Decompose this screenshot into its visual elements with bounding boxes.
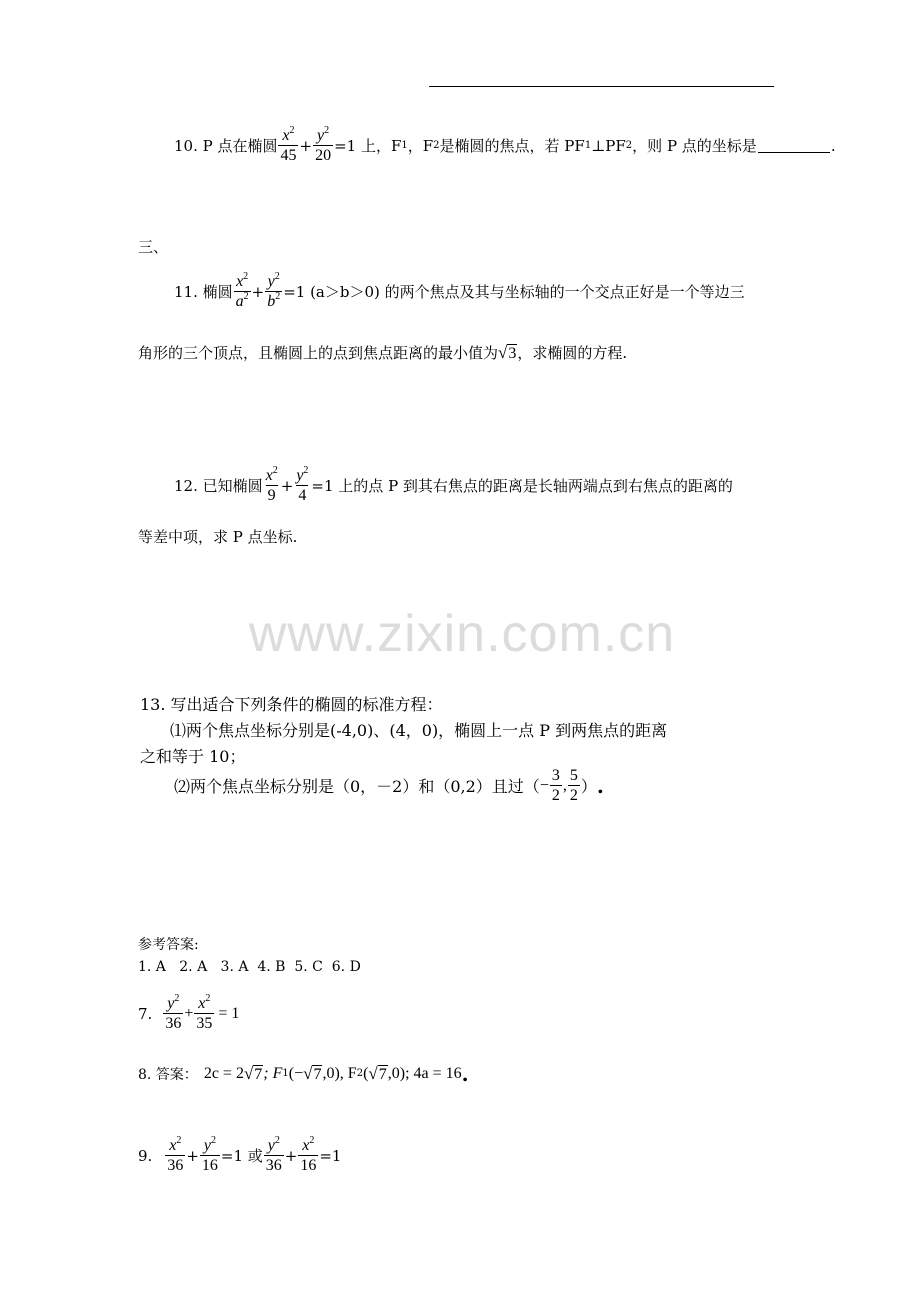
radical-sign-icon: √ xyxy=(368,1064,378,1083)
a8-part6: ,0); 4a = 16 xyxy=(387,1065,462,1082)
a9-end: =1 xyxy=(319,1146,342,1165)
q11-f1-den: a xyxy=(235,293,244,310)
question-13-part1-line2: 之和等于 10； xyxy=(140,747,246,766)
a9-f4-exp: 2 xyxy=(309,1135,315,1146)
a8-sqrt3-val: 7 xyxy=(378,1066,387,1083)
q13-p2-fraction-2 xyxy=(568,766,580,805)
q10-end: ，则 P 点的坐标是 xyxy=(632,137,757,155)
q10-f2-num: y xyxy=(317,127,325,144)
a9-f3-num: y xyxy=(267,1137,275,1154)
q12-plus: + xyxy=(280,476,294,495)
q13-p2-close: ） xyxy=(580,777,597,796)
q11-f2-num: y xyxy=(267,273,275,290)
q10-prefix: 10. P 点在椭圆 xyxy=(174,137,278,155)
a9-fraction-3 xyxy=(264,1136,284,1175)
answer-9 xyxy=(138,1136,341,1175)
q11-fraction-x xyxy=(234,272,251,311)
q12-line1-rest: =1 上的点 P 到其右焦点的距离是长轴两端点到右焦点的距离的 xyxy=(311,477,733,495)
a9-plus-2: + xyxy=(284,1146,298,1165)
a9-f1-num: x xyxy=(169,1137,177,1154)
a8-sqrt2-val: 7 xyxy=(313,1066,322,1083)
a9-mid: =1 或 xyxy=(220,1147,263,1165)
a9-f2-exp: 2 xyxy=(210,1135,216,1146)
q13-p2-dot: . xyxy=(596,773,604,798)
q10-comma: ，F xyxy=(407,137,434,155)
a9-fraction-1 xyxy=(165,1136,185,1175)
radical-sign-icon: √ xyxy=(303,1064,313,1083)
a7-f2-num: x xyxy=(198,995,206,1012)
q10-f2-exp: 2 xyxy=(324,125,330,136)
a9-f1-exp: 2 xyxy=(176,1135,182,1146)
answer-7 xyxy=(138,994,239,1033)
q10-answer-blank xyxy=(758,138,830,153)
question-13-part2 xyxy=(174,766,604,805)
q13-p2-fraction-1 xyxy=(550,766,562,805)
q11-line1-rest: =1 (a＞b＞0) 的两个焦点及其与坐标轴的一个交点正好是一个等边三 xyxy=(283,283,745,301)
a8-part3: (− xyxy=(288,1065,304,1082)
a8-sqrt-1 xyxy=(244,1065,263,1083)
a9-f4-num: x xyxy=(302,1137,310,1154)
answer-8: 8. 答案： 2c = 2 √ 7 ; F 1 (− √ 7 ,0), F 2 ( √ 7 ,0); 4a = 16 . xyxy=(138,1062,469,1086)
a8-sqrt1-val: 7 xyxy=(254,1066,263,1083)
watermark: www.zixin.com.cn xyxy=(248,605,676,663)
a7-equals: = 1 xyxy=(218,1004,240,1022)
a7-f1-exp: 2 xyxy=(174,993,180,1004)
q12-f1-exp: 2 xyxy=(272,465,278,476)
a8-label: 8. 答案： xyxy=(138,1067,198,1083)
q13-p2-f2-den: 2 xyxy=(569,787,578,804)
q13-p2-minus: − xyxy=(539,776,549,794)
a8-sqrt-2 xyxy=(303,1065,322,1083)
question-12 xyxy=(174,466,733,505)
a9-fraction-2 xyxy=(200,1136,220,1175)
radical-sign-icon: √ xyxy=(243,1064,254,1083)
q10-fraction-x xyxy=(278,126,298,165)
a9-f4-den: 16 xyxy=(300,1157,317,1174)
q12-prefix: 12. 已知椭圆 xyxy=(174,477,263,495)
q12-fraction-y xyxy=(294,466,310,505)
q12-f2-exp: 2 xyxy=(303,465,309,476)
q11-f1-num: x xyxy=(236,273,244,290)
q11-f2-den-exp: 2 xyxy=(275,291,281,302)
a7-plus: + xyxy=(184,1004,194,1022)
a7-label: 7. xyxy=(138,1004,153,1023)
a8-part2: ; F xyxy=(263,1065,283,1082)
q11-plus: + xyxy=(251,282,265,301)
a7-f1-num: y xyxy=(167,995,175,1012)
a7-f1-den: 36 xyxy=(165,1015,182,1032)
q10-fraction-y xyxy=(313,126,333,165)
q12-fraction-x xyxy=(264,466,280,505)
q10-perp: ⊥PF xyxy=(591,136,626,155)
q10-mid: 是椭圆的焦点，若 PF xyxy=(439,137,585,155)
q10-period: . xyxy=(830,136,836,155)
q12-f2-den: 4 xyxy=(298,487,307,504)
q11-prefix: 11. 椭圆 xyxy=(174,283,233,301)
a7-fraction-x xyxy=(194,994,214,1033)
q10-plus: + xyxy=(299,136,313,155)
question-13-part1-line1: ⑴两个焦点坐标分别是(-4,0)、(4，0)，椭圆上一点 P 到两焦点的距离 xyxy=(170,721,668,740)
question-11-line2 xyxy=(138,342,627,363)
q13-p2-comma: , xyxy=(562,776,567,794)
q11-fraction-y xyxy=(265,272,282,311)
q11-f2-exp: 2 xyxy=(274,271,280,282)
top-rule xyxy=(429,86,774,87)
a9-f3-exp: 2 xyxy=(274,1135,280,1146)
section-heading: 三、 xyxy=(138,238,169,256)
a8-part5: ( xyxy=(363,1065,369,1082)
q12-f1-num: x xyxy=(265,467,273,484)
q11-f1-den-exp: 2 xyxy=(243,291,249,302)
q10-after: =1 上，F xyxy=(334,137,402,155)
answers-title: 参考答案: xyxy=(138,937,199,953)
question-10: 10. P 点在椭圆 $\frac{x^2}{45}$ + $\frac{y^2}{20}$ =1 上，F 1 ，F 2 是椭圆的焦点，若 PF 1 ⊥PF 2 ，则 P 点的坐标是 . xyxy=(174,125,836,164)
q13-p2-f1-den: 2 xyxy=(551,787,560,804)
q13-p2-text: ⑵两个焦点坐标分别是（0，－2）和（0,2）且过（ xyxy=(174,777,540,796)
q11-line2-b: ，求椭圆的方程. xyxy=(517,344,628,362)
q10-f1-num: x xyxy=(282,127,290,144)
radical-sign-icon: √ xyxy=(498,342,508,362)
a7-f2-exp: 2 xyxy=(205,993,211,1004)
q13-p2-f2-num: 5 xyxy=(569,767,578,784)
a8-sqrt-3 xyxy=(368,1065,387,1083)
a9-fraction-4 xyxy=(298,1136,318,1175)
answers-line-1-6: 1. A 2. A 3. A 4. B 5. C 6. D xyxy=(138,959,361,975)
a8-part1: 2c = 2 xyxy=(203,1065,244,1082)
a7-f2-den: 35 xyxy=(196,1015,213,1032)
q11-f2-den: b xyxy=(267,293,276,310)
q10-f1-exp: 2 xyxy=(289,125,295,136)
q11-f1-exp: 2 xyxy=(243,271,249,282)
question-13-title: 13. 写出适合下列条件的椭圆的标准方程： xyxy=(140,695,443,714)
q10-f1-den: 45 xyxy=(280,147,297,164)
a9-f2-den: 16 xyxy=(201,1157,218,1174)
question-11 xyxy=(174,272,745,311)
a9-f1-den: 36 xyxy=(167,1157,184,1174)
a8-part4: ,0), F xyxy=(322,1065,357,1082)
a9-label: 9. xyxy=(138,1146,153,1165)
q10-f2-den: 20 xyxy=(315,147,332,164)
a9-f3-den: 36 xyxy=(265,1157,282,1174)
a9-plus-1: + xyxy=(186,1146,199,1165)
q11-line2-a: 角形的三个顶点，且椭圆上的点到焦点距离的最小值为 xyxy=(138,344,499,362)
a8-dot: . xyxy=(461,1062,469,1086)
q12-f2-num: y xyxy=(296,467,304,484)
q11-sqrt-value: 3 xyxy=(508,344,517,362)
a9-f2-num: y xyxy=(203,1137,211,1154)
q11-sqrt xyxy=(498,344,517,362)
q12-f1-den: 9 xyxy=(267,487,276,504)
q13-p2-f1-num: 3 xyxy=(551,767,560,784)
a7-fraction-y xyxy=(163,994,183,1033)
question-12-line2: 等差中项，求 P 点坐标. xyxy=(138,528,298,546)
